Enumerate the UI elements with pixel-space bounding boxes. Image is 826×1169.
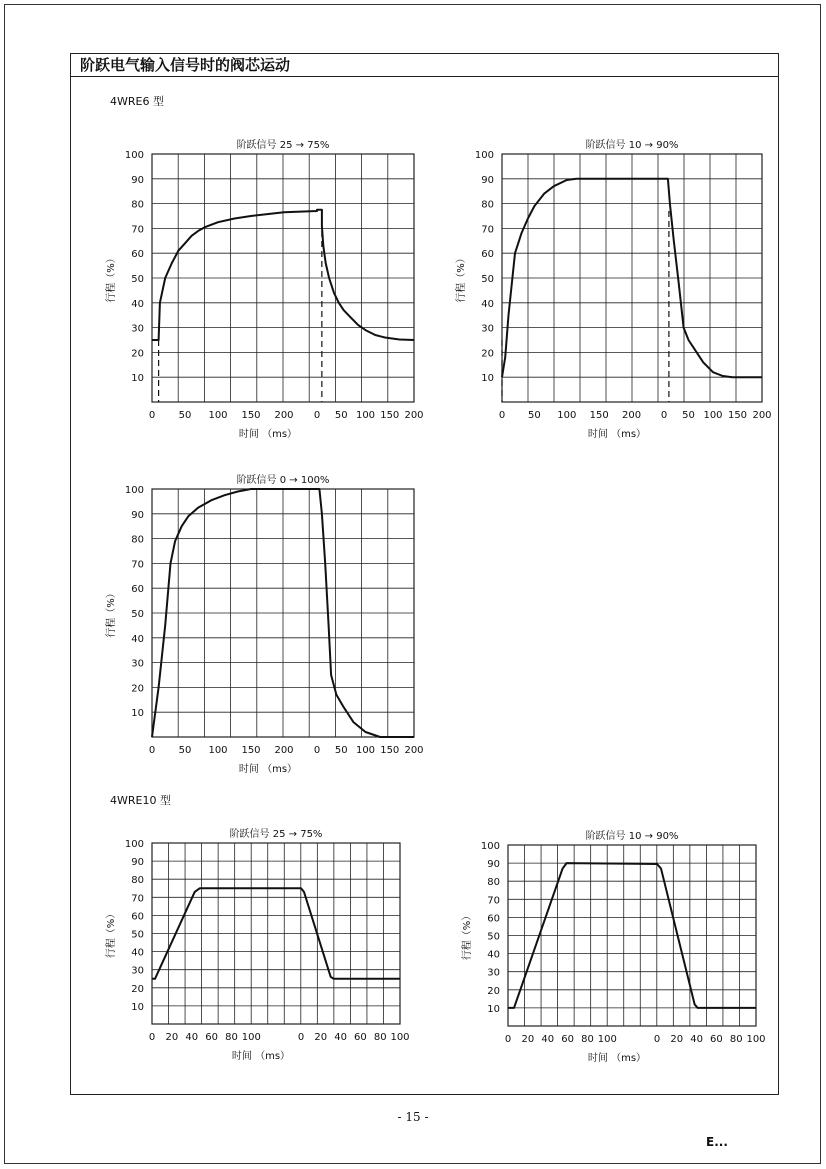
y-tick-label: 30 <box>481 323 494 335</box>
x-tick-label: 0 <box>313 410 321 421</box>
x-tick-label: 40 <box>690 1034 703 1045</box>
x-tick-label: 150 <box>241 745 261 756</box>
y-tick-label: 70 <box>131 893 144 905</box>
x-tick-label: 80 <box>581 1034 594 1045</box>
x-tick-label: 0 <box>653 1034 661 1045</box>
y-tick-label: 100 <box>124 150 144 161</box>
x-tick-label: 50 <box>682 410 695 421</box>
y-tick-label: 60 <box>131 911 144 923</box>
y-tick-label: 50 <box>131 609 144 620</box>
y-tick-label: 100 <box>124 485 144 496</box>
x-tick-label: 200 <box>274 745 294 756</box>
y-tick-label: 10 <box>481 373 494 385</box>
y-tick-label: 90 <box>131 509 144 521</box>
y-axis-label: 行程（%） <box>456 253 467 303</box>
y-tick-label: 50 <box>481 274 494 285</box>
chart-title: 阶跃信号 0 → 100% <box>236 475 330 486</box>
y-tick-label: 60 <box>131 249 144 261</box>
x-axis-label: 时间 （ms） <box>238 429 298 440</box>
y-tick-label: 70 <box>487 895 500 907</box>
x-tick-label: 100 <box>355 745 376 756</box>
y-tick-label: 10 <box>131 708 144 720</box>
y-tick-label: 20 <box>481 348 494 360</box>
x-tick-label: 100 <box>208 745 228 756</box>
x-tick-label: 50 <box>334 410 348 421</box>
y-tick-label: 90 <box>131 174 144 186</box>
x-tick-label: 20 <box>521 1034 535 1045</box>
y-tick-label: 60 <box>131 584 144 596</box>
model-label-4wre10: 4WRE10 型 <box>110 794 171 807</box>
x-tick-label: 150 <box>241 410 261 421</box>
y-tick-label: 70 <box>131 224 144 236</box>
x-tick-label: 60 <box>354 1032 367 1043</box>
y-tick-label: 60 <box>487 913 500 925</box>
x-tick-label: 0 <box>297 1032 305 1043</box>
y-tick-label: 70 <box>481 224 494 236</box>
x-tick-label: 80 <box>373 1032 387 1043</box>
chart-title: 阶跃信号 25 → 75% <box>236 140 330 151</box>
y-tick-label: 70 <box>131 559 144 571</box>
y-tick-label: 100 <box>474 150 494 161</box>
y-tick-label: 60 <box>481 249 494 261</box>
x-tick-label: 0 <box>660 410 668 421</box>
x-tick-label: 40 <box>541 1034 555 1045</box>
x-tick-label: 100 <box>208 410 228 421</box>
x-tick-label: 60 <box>710 1034 723 1045</box>
x-tick-label: 100 <box>355 410 376 421</box>
y-tick-label: 40 <box>131 633 144 645</box>
x-tick-label: 20 <box>165 1032 179 1043</box>
y-tick-label: 80 <box>481 199 494 211</box>
y-tick-label: 20 <box>131 683 144 695</box>
y-tick-label: 20 <box>131 348 144 360</box>
x-tick-label: 100 <box>241 1032 261 1043</box>
model-label-4wre6: 4WRE6 型 <box>110 95 164 108</box>
y-tick-label: 50 <box>131 274 144 285</box>
x-axis-label: 时间 （ms） <box>587 429 647 440</box>
chart-title: 阶跃信号 10 → 90% <box>585 140 679 151</box>
y-tick-label: 30 <box>131 965 144 977</box>
x-tick-label: 60 <box>205 1032 218 1043</box>
y-tick-label: 30 <box>487 967 500 979</box>
y-tick-label: 100 <box>124 839 144 850</box>
y-tick-label: 40 <box>481 298 494 310</box>
y-tick-label: 30 <box>131 658 144 670</box>
x-tick-label: 150 <box>380 410 400 421</box>
y-tick-label: 90 <box>131 857 144 869</box>
y-tick-label: 10 <box>487 1003 500 1015</box>
y-tick-label: 90 <box>487 859 500 871</box>
x-tick-label: 150 <box>727 410 748 421</box>
x-tick-label: 0 <box>498 410 506 421</box>
x-tick-label: 40 <box>334 1032 347 1043</box>
y-axis-label: 行程（%） <box>106 588 117 638</box>
y-tick-label: 30 <box>131 323 144 335</box>
chart-title: 阶跃信号 10 → 90% <box>585 831 679 842</box>
y-tick-label: 100 <box>480 841 500 852</box>
y-tick-label: 50 <box>487 931 500 943</box>
y-tick-label: 50 <box>131 929 144 941</box>
x-tick-label: 80 <box>729 1034 743 1045</box>
y-tick-label: 10 <box>131 373 144 385</box>
x-axis-label: 时间 （ms） <box>238 764 298 775</box>
x-tick-label: 100 <box>390 1032 410 1043</box>
x-tick-label: 20 <box>670 1034 684 1045</box>
y-tick-label: 40 <box>487 949 500 961</box>
y-axis-label: 行程（%） <box>106 908 117 959</box>
x-axis-label: 时间 （ms） <box>231 1051 291 1062</box>
x-tick-label: 50 <box>178 410 192 421</box>
y-tick-label: 40 <box>131 947 144 959</box>
x-tick-label: 200 <box>404 410 424 421</box>
x-tick-label: 150 <box>589 410 609 421</box>
x-tick-label: 60 <box>561 1034 574 1045</box>
x-tick-label: 20 <box>314 1032 328 1043</box>
y-tick-label: 20 <box>131 983 144 995</box>
y-tick-label: 10 <box>131 1001 144 1013</box>
y-axis-label: 行程（%） <box>106 253 117 303</box>
y-tick-label: 80 <box>487 877 500 889</box>
x-tick-label: 80 <box>225 1032 238 1043</box>
x-tick-label: 40 <box>185 1032 199 1043</box>
section-title: 阶跃电气输入信号时的阀芯运动 <box>70 53 779 77</box>
x-tick-label: 100 <box>703 410 723 421</box>
y-tick-label: 80 <box>131 199 144 211</box>
chart-title: 阶跃信号 25 → 75% <box>229 829 323 840</box>
x-tick-label: 100 <box>597 1034 617 1045</box>
x-tick-label: 100 <box>557 410 577 421</box>
x-axis-label: 时间 （ms） <box>587 1053 647 1064</box>
y-tick-label: 80 <box>131 534 144 546</box>
x-tick-label: 50 <box>178 745 192 756</box>
x-tick-label: 200 <box>274 410 294 421</box>
x-tick-label: 200 <box>752 410 772 421</box>
x-tick-label: 100 <box>746 1034 766 1045</box>
x-tick-label: 0 <box>148 1032 156 1043</box>
y-tick-label: 90 <box>481 174 494 186</box>
y-tick-label: 40 <box>131 298 144 310</box>
footer-mark: E... <box>706 1135 728 1149</box>
x-tick-label: 0 <box>313 745 321 756</box>
x-tick-label: 50 <box>528 410 541 421</box>
x-tick-label: 0 <box>148 410 156 421</box>
y-tick-label: 80 <box>131 875 144 887</box>
y-tick-label: 20 <box>487 985 500 997</box>
x-tick-label: 200 <box>622 410 642 421</box>
x-tick-label: 0 <box>504 1034 512 1045</box>
x-tick-label: 200 <box>404 745 424 756</box>
x-tick-label: 150 <box>380 745 400 756</box>
x-tick-label: 0 <box>148 745 156 756</box>
y-axis-label: 行程（%） <box>462 910 473 961</box>
x-tick-label: 50 <box>334 745 348 756</box>
page-number: - 15 - <box>397 1110 429 1124</box>
